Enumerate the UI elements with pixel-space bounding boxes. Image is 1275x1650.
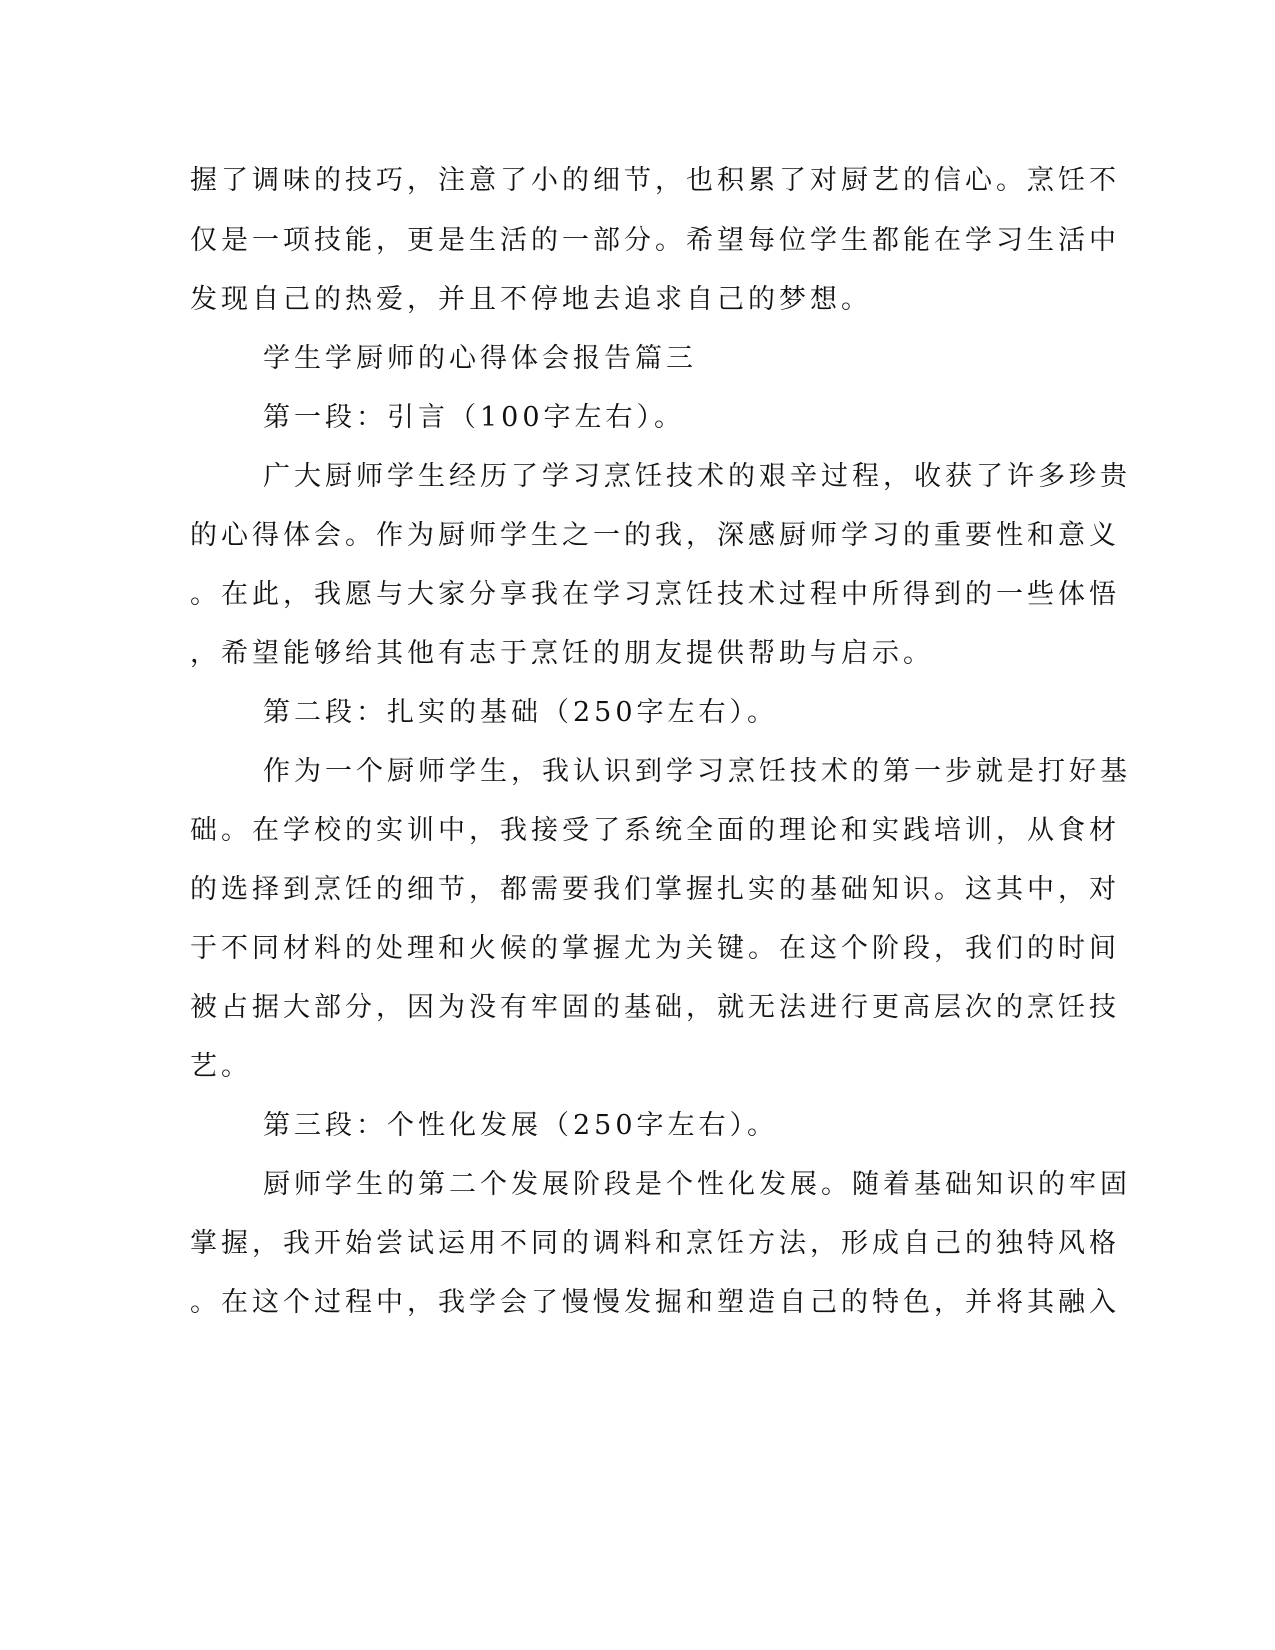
text-line: 仅是一项技能，更是生活的一部分。希望每位学生都能在学习生活中 <box>190 225 1120 256</box>
text-line: 。在这个过程中，我学会了慢慢发掘和塑造自己的特色，并将其融入 <box>190 1287 1120 1318</box>
paragraph-heading: 第一段：引言（100字左右）。 <box>263 402 686 433</box>
text-line: 于不同材料的处理和火候的掌握尤为关键。在这个阶段，我们的时间 <box>190 933 1120 964</box>
text-line: 被占据大部分，因为没有牢固的基础，就无法进行更高层次的烹饪技 <box>190 992 1120 1023</box>
text-line: 掌握，我开始尝试运用不同的调料和烹饪方法，形成自己的独特风格 <box>190 1228 1120 1259</box>
paragraph-heading: 第三段：个性化发展（250字左右）。 <box>263 1110 779 1141</box>
text-line: ，希望能够给其他有志于烹饪的朋友提供帮助与启示。 <box>190 638 934 669</box>
text-line: 础。在学校的实训中，我接受了系统全面的理论和实践培训，从食材 <box>190 815 1120 846</box>
text-line: 厨师学生的第二个发展阶段是个性化发展。随着基础知识的牢固 <box>263 1169 1131 1200</box>
text-line: 的选择到烹饪的细节，都需要我们掌握扎实的基础知识。这其中，对 <box>190 874 1120 905</box>
text-line: 发现自己的热爱，并且不停地去追求自己的梦想。 <box>190 284 872 315</box>
text-line: 作为一个厨师学生，我认识到学习烹饪技术的第一步就是打好基 <box>263 756 1131 787</box>
text-line: 广大厨师学生经历了学习烹饪技术的艰辛过程，收获了许多珍贵 <box>263 461 1131 492</box>
text-line: 握了调味的技巧，注意了小的细节，也积累了对厨艺的信心。烹饪不 <box>190 165 1120 196</box>
paragraph-heading: 第二段：扎实的基础（250字左右）。 <box>263 697 779 728</box>
text-line: 艺。 <box>190 1051 252 1082</box>
text-line: 。在此，我愿与大家分享我在学习烹饪技术过程中所得到的一些体悟 <box>190 579 1120 610</box>
section-heading: 学生学厨师的心得体会报告篇三 <box>263 343 697 374</box>
text-line: 的心得体会。作为厨师学生之一的我，深感厨师学习的重要性和意义 <box>190 520 1120 551</box>
